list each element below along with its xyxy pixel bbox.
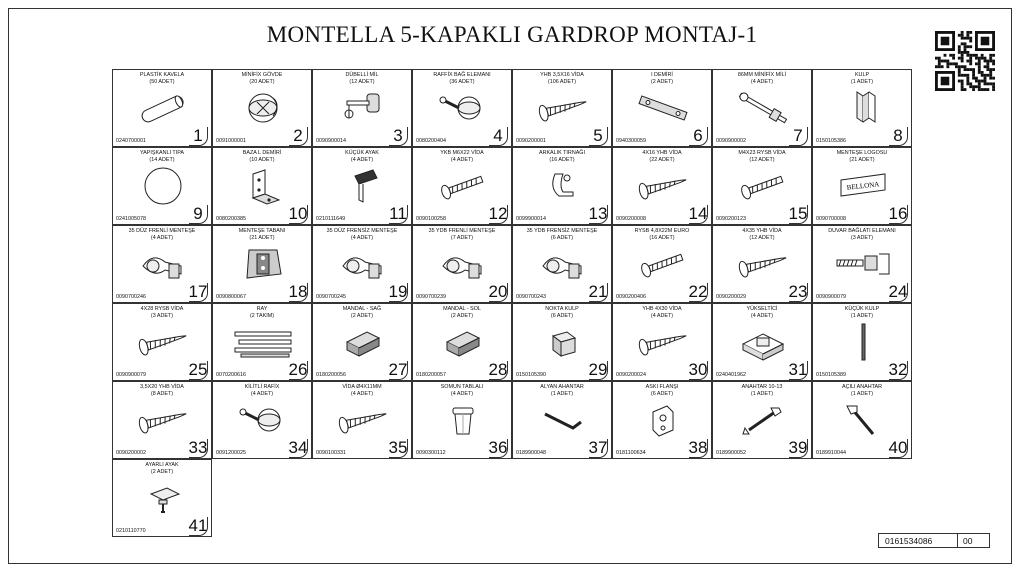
part-quantity: (16 ADET): [549, 157, 575, 163]
part-code: 0080200385: [216, 216, 246, 222]
part-number: 14: [688, 204, 708, 223]
part-code: 0090900079: [816, 294, 846, 300]
part-name: 3,5X20 YHB VİDA (8 ADET): [115, 384, 209, 398]
flat-bar-icon: [633, 88, 693, 128]
part-name: ANAHTAR 10-13 (1 ADET): [715, 384, 809, 398]
part-number: 6: [688, 126, 708, 146]
qr-code: [935, 31, 995, 91]
part-number: 30: [688, 360, 708, 379]
part-cell: [512, 147, 612, 225]
part-name: KÜÇÜK KULP (1 ADET): [815, 306, 909, 320]
part-number: 34: [288, 438, 308, 457]
part-code: 0090200029: [716, 294, 746, 300]
part-number: 13: [588, 204, 608, 223]
part-cell: [212, 225, 312, 303]
part-name: 35 YDB FRENSİZ MENTEŞE (6 ADET): [515, 228, 609, 242]
part-name: RAY (2 TAKIM): [215, 306, 309, 320]
part-number: 16: [888, 204, 908, 223]
part-quantity: (7 ADET): [450, 235, 474, 241]
part-code: 0070200616: [216, 372, 246, 378]
latch-icon: [433, 322, 493, 362]
part-cell: [412, 147, 512, 225]
part-code: 0090900002: [716, 138, 746, 144]
screw-icon: [133, 322, 193, 362]
part-quantity: (1 ADET): [850, 79, 874, 85]
part-code: 0150105390: [516, 372, 546, 378]
part-cell: [612, 69, 712, 147]
part-quantity: (4 ADET): [750, 79, 774, 85]
rail-icon: [233, 322, 293, 362]
part-name: YHB 4X30 VİDA (4 ADET): [615, 306, 709, 320]
part-number: 33: [188, 438, 208, 457]
part-code: 0240700001: [116, 138, 146, 144]
part-name: DÜBELLİ MİL (12 ADET): [315, 72, 409, 86]
knob-icon: [533, 322, 593, 362]
part-quantity: (8 ADET): [150, 391, 174, 397]
part-name: MİNİFİX GÖVDE (20 ADET): [215, 72, 309, 86]
part-code: 0091200025: [216, 450, 246, 456]
part-cell: [412, 225, 512, 303]
screw-icon: [533, 88, 593, 128]
part-code: 0090700246: [116, 294, 146, 300]
raffix-icon: [233, 400, 293, 440]
part-name: 35 DÜZ FRENLİ MENTEŞE (4 ADET): [115, 228, 209, 242]
part-quantity: (22 ADET): [649, 157, 675, 163]
part-number: 5: [588, 126, 608, 146]
part-cell: [212, 303, 312, 381]
clip-icon: [533, 166, 593, 206]
part-cell: [712, 225, 812, 303]
part-name: 35 DÜZ FRENSİZ MENTEŞE (4 ADET): [315, 228, 409, 242]
adjustable-foot-icon: [133, 478, 193, 518]
part-code: 0090300112: [416, 450, 446, 456]
part-code: 0090700008: [816, 216, 846, 222]
part-code: 0940300059: [616, 138, 646, 144]
screw-icon: [733, 244, 793, 284]
part-code: 0181100634: [616, 450, 646, 456]
part-quantity: (1 ADET): [550, 391, 574, 397]
part-quantity: (12 ADET): [749, 235, 775, 241]
part-number: 17: [188, 282, 208, 301]
part-quantity: (4 ADET): [750, 313, 774, 319]
part-cell: [612, 225, 712, 303]
part-number: 41: [188, 516, 208, 535]
hinge-base-icon: [233, 244, 293, 284]
flange-icon: [633, 400, 693, 440]
part-quantity: (1 ADET): [750, 391, 774, 397]
part-cell: [712, 69, 812, 147]
part-cell: [812, 69, 912, 147]
part-name: MANDAL - SAĞ (2 ADET): [315, 306, 409, 320]
part-code: 0241005078: [116, 216, 146, 222]
part-code: 0090700243: [516, 294, 546, 300]
part-cell: [112, 147, 212, 225]
part-name: MENTEŞE LOGOSU (21 ADET): [815, 150, 909, 164]
part-name: YHB 3,5X16 VİDA (106 ADET): [515, 72, 609, 86]
part-quantity: (3 ADET): [150, 313, 174, 319]
raffix-icon: [433, 88, 493, 128]
part-number: 35: [388, 438, 408, 457]
document-number: 0161534086: [885, 536, 933, 546]
part-code: 0090100258: [416, 216, 446, 222]
rod-icon: [833, 322, 893, 362]
part-code: 0090200002: [116, 450, 146, 456]
part-name: 4X28 RYSB VİDA (3 ADET): [115, 306, 209, 320]
part-name: 86MM MİNİFİX MİLİ (4 ADET): [715, 72, 809, 86]
document-number-box: [878, 533, 990, 548]
part-number: 21: [588, 282, 608, 301]
part-number: 15: [788, 204, 808, 223]
part-code: 0099900014: [516, 216, 546, 222]
part-code: 0180200057: [416, 372, 446, 378]
nut-icon: [433, 400, 493, 440]
part-code: 0090200008: [616, 216, 646, 222]
part-code: 0091000001: [216, 138, 246, 144]
part-cell: [812, 147, 912, 225]
page-title: MONTELLA 5-KAPAKLI GARDROP MONTAJ-1: [266, 22, 758, 47]
part-quantity: (6 ADET): [550, 313, 574, 319]
part-cell: [312, 381, 412, 459]
part-cell: [312, 225, 412, 303]
wall-fix-icon: [833, 244, 893, 284]
part-code: 0090200024: [616, 372, 646, 378]
part-quantity: (1 ADET): [850, 313, 874, 319]
part-name: DUVAR BAĞLATI ELEMANI (3 ADET): [815, 228, 909, 242]
part-code: 0210110770: [116, 528, 146, 534]
part-number: 32: [888, 360, 908, 379]
part-cell: [312, 69, 412, 147]
part-name: YÜKSELTİCİ (4 ADET): [715, 306, 809, 320]
part-name: ALYAN AHANTAR (1 ADET): [515, 384, 609, 398]
part-name: 4X16 YHB VİDA (22 ADET): [615, 150, 709, 164]
part-name: PLASTİK KAVELA (50 ADET): [115, 72, 209, 86]
part-number: 3: [388, 126, 408, 146]
part-quantity: (10 ADET): [249, 157, 275, 163]
part-cell: [312, 147, 412, 225]
part-number: 36: [488, 438, 508, 457]
part-quantity: (4 ADET): [150, 235, 174, 241]
part-cell: [712, 147, 812, 225]
cam-pin-icon: [333, 88, 393, 128]
part-cell: [412, 303, 512, 381]
part-quantity: (2 ADET): [450, 313, 474, 319]
part-code: 0090200123: [716, 216, 746, 222]
part-code: 0090700245: [316, 294, 346, 300]
allen-key-icon: [533, 400, 593, 440]
part-number: 37: [588, 438, 608, 457]
part-quantity: (4 ADET): [350, 391, 374, 397]
part-number: 20: [488, 282, 508, 301]
part-code: 0090900014: [316, 138, 346, 144]
latch-icon: [333, 322, 393, 362]
hinge-icon: [433, 244, 493, 284]
part-cell: [212, 69, 312, 147]
part-cell: [312, 303, 412, 381]
revision-number: 00: [963, 536, 973, 546]
part-number: 7: [788, 126, 808, 146]
part-cell: [812, 381, 912, 459]
hinge-icon: [533, 244, 593, 284]
part-quantity: (20 ADET): [249, 79, 275, 85]
part-number: 38: [688, 438, 708, 457]
hinge-icon: [333, 244, 393, 284]
part-code: 0090200001: [516, 138, 546, 144]
part-name: KİLİTLİ RAFİX (4 ADET): [215, 384, 309, 398]
part-code: 0240401962: [716, 372, 746, 378]
part-code: 0090100331: [316, 450, 346, 456]
part-cell: [512, 381, 612, 459]
part-quantity: (21 ADET): [849, 157, 875, 163]
part-number: 27: [388, 360, 408, 379]
part-code: 0090700239: [416, 294, 446, 300]
part-code: 0150105389: [816, 372, 846, 378]
part-quantity: (21 ADET): [249, 235, 275, 241]
svg-text:BELLONA: BELLONA: [846, 180, 880, 192]
part-number: 22: [688, 282, 708, 301]
part-number: 24: [888, 282, 908, 301]
part-name: MANDAL - SOL (2 ADET): [415, 306, 509, 320]
part-name: AYARLI AYAK (2 ADET): [115, 462, 209, 476]
part-quantity: (106 ADET): [547, 79, 577, 85]
part-code: 0189900052: [716, 450, 746, 456]
part-number: 39: [788, 438, 808, 457]
part-code: 0180200056: [316, 372, 346, 378]
part-name: KULP (1 ADET): [815, 72, 909, 86]
part-code: 0189910044: [816, 450, 846, 456]
part-quantity: (6 ADET): [550, 235, 574, 241]
part-number: 18: [288, 282, 308, 301]
part-cell: [512, 69, 612, 147]
part-cell: [612, 147, 712, 225]
part-number: 19: [388, 282, 408, 301]
part-number: 4: [488, 126, 508, 146]
part-code: 0210111649: [316, 216, 346, 222]
part-code: 0090200406: [616, 294, 646, 300]
part-name: MENTEŞE TABANI (21 ADET): [215, 228, 309, 242]
part-cell: [612, 381, 712, 459]
part-code: 0090900079: [116, 372, 146, 378]
part-name: RYSB 4,8X22M EURO (16 ADET): [615, 228, 709, 242]
part-name: AÇILI ANAHTAR (1 ADET): [815, 384, 909, 398]
part-cell: [112, 459, 212, 537]
part-number: 10: [288, 204, 308, 223]
part-quantity: (4 ADET): [350, 157, 374, 163]
bolt-icon: [733, 166, 793, 206]
part-name: VİDA Ø4X11MM (4 ADET): [315, 384, 409, 398]
part-number: 28: [488, 360, 508, 379]
part-quantity: (2 ADET): [350, 313, 374, 319]
part-name: 4X35 YHB VİDA (12 ADET): [715, 228, 809, 242]
part-cell: [112, 225, 212, 303]
bolt-icon: [433, 166, 493, 206]
l-bracket-icon: [233, 166, 293, 206]
part-cell: [212, 147, 312, 225]
part-number: 11: [389, 204, 407, 223]
parts-grid: [112, 69, 910, 547]
foot-icon: [333, 166, 393, 206]
part-quantity: (4 ADET): [250, 391, 274, 397]
part-name: KÜÇÜK AYAK (4 ADET): [315, 150, 409, 164]
part-quantity: (4 ADET): [650, 313, 674, 319]
part-number: 8: [888, 126, 908, 146]
cam-lock-icon: [233, 88, 293, 128]
part-number: 29: [588, 360, 608, 379]
part-cell: [812, 303, 912, 381]
part-name: YAPIŞKANLI TIPA (14 ADET): [115, 150, 209, 164]
part-cell: [512, 225, 612, 303]
part-name: M4X23 RYSB VİDA (12 ADET): [715, 150, 809, 164]
part-code: 0090800067: [216, 294, 246, 300]
part-cell: [212, 381, 312, 459]
part-number: 25: [188, 360, 208, 379]
handle-icon: [833, 88, 893, 128]
part-quantity: (2 ADET): [150, 469, 174, 475]
part-number: 9: [188, 204, 208, 224]
part-quantity: (6 ADET): [650, 391, 674, 397]
cap-icon: [133, 166, 193, 206]
part-cell: [412, 69, 512, 147]
part-name: ASKI FLANŞI (6 ADET): [615, 384, 709, 398]
part-quantity: (14 ADET): [149, 157, 175, 163]
part-quantity: (4 ADET): [450, 391, 474, 397]
part-code: 0080200404: [416, 138, 446, 144]
part-name: I DEMİRİ (2 ADET): [615, 72, 709, 86]
part-name: 35 YDB FRENLİ MENTEŞE (7 ADET): [415, 228, 509, 242]
part-cell: [512, 303, 612, 381]
part-quantity: (12 ADET): [349, 79, 375, 85]
part-cell: [712, 381, 812, 459]
part-name: BAZA L DEMİRİ (10 ADET): [215, 150, 309, 164]
part-cell: [812, 225, 912, 303]
part-quantity: (50 ADET): [149, 79, 175, 85]
part-number: 26: [288, 360, 308, 379]
long-pin-icon: [733, 88, 793, 128]
part-quantity: (2 TAKIM): [249, 313, 275, 319]
part-cell: [412, 381, 512, 459]
part-cell: [112, 69, 212, 147]
part-cell: [112, 381, 212, 459]
screw-icon: [633, 322, 693, 362]
logo-plate-icon: [833, 166, 893, 206]
part-quantity: (1 ADET): [850, 391, 874, 397]
part-code: 0150105386: [816, 138, 846, 144]
part-name: NOKTA KULP (6 ADET): [515, 306, 609, 320]
part-cell: [612, 303, 712, 381]
hinge-icon: [133, 244, 193, 284]
screw-icon: [333, 400, 393, 440]
part-quantity: (2 ADET): [650, 79, 674, 85]
part-quantity: (16 ADET): [649, 235, 675, 241]
part-cell: [712, 303, 812, 381]
part-quantity: (4 ADET): [450, 157, 474, 163]
part-name: RAFFİX BAĞ ELEMANI (36 ADET): [415, 72, 509, 86]
wrench-angled-icon: [833, 400, 893, 440]
riser-icon: [733, 322, 793, 362]
part-name: SOMUN TABLALI (4 ADET): [415, 384, 509, 398]
part-name: YKB M6X22 VİDA (4 ADET): [415, 150, 509, 164]
part-number: 23: [788, 282, 808, 301]
screw-icon: [133, 400, 193, 440]
bolt-icon: [633, 244, 693, 284]
part-quantity: (4 ADET): [350, 235, 374, 241]
part-number: 2: [288, 126, 308, 146]
wrench-icon: [733, 400, 793, 440]
part-number: 1: [188, 126, 208, 146]
part-quantity: (36 ADET): [449, 79, 475, 85]
part-number: 31: [788, 360, 808, 379]
part-number: 40: [888, 438, 908, 457]
part-cell: [112, 303, 212, 381]
part-code: 0189900048: [516, 450, 546, 456]
part-number: 12: [488, 204, 508, 223]
part-name: ARKALIK TIRNAĞI (16 ADET): [515, 150, 609, 164]
screw-icon: [633, 166, 693, 206]
part-quantity: (3 ADET): [850, 235, 874, 241]
part-quantity: (12 ADET): [749, 157, 775, 163]
dowel-icon: [133, 88, 193, 128]
